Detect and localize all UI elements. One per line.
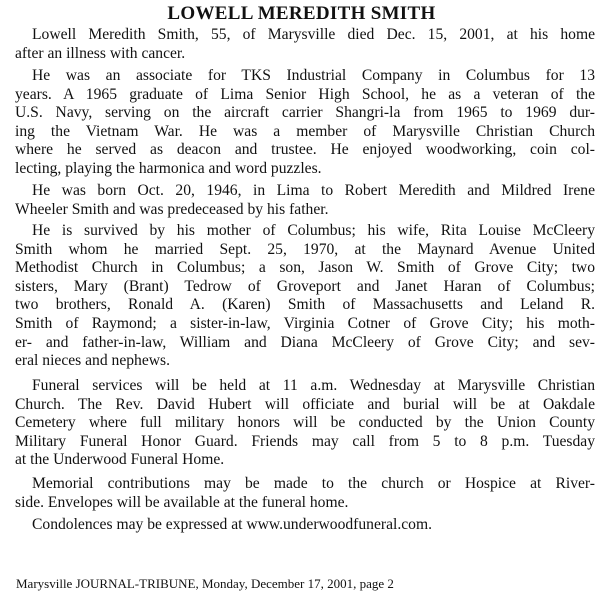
text-line: after an illness with cancer. xyxy=(15,44,186,62)
text-line: sisters, Mary (Brant) Tedrow of Groveport and Janet Haran of Columbus; xyxy=(15,277,595,295)
text-line: He is survived by his mother of Columbus; his wife, Rita Louise McCleery xyxy=(32,222,595,239)
text-line: U.S. Navy, serving on the aircraft carrier Shangri-la from 1965 to 1969 dur- xyxy=(15,104,595,122)
text-line: Memorial contributions may be made to the church or Hospice at River- xyxy=(32,475,595,492)
text-line: lecting, playing the harmonica and word puzzles. xyxy=(15,159,322,177)
text-line: Smith whom he married Sept. 25, 1970, at the Maynard Avenue United xyxy=(15,240,595,258)
text-line: Cemetery where full military honors will be conducted by the Union County xyxy=(15,414,595,432)
text-line: side. Envelopes will be available at the funeral home. xyxy=(15,493,349,511)
text-line: Military Funeral Honor Guard. Friends may call from 5 to 8 p.m. Tuesday xyxy=(15,432,595,450)
text-line: Methodist Church in Columbus; a son, Jason W. Smith of Grove City; two xyxy=(15,259,595,277)
text-line: at the Underwood Funeral Home. xyxy=(15,451,225,469)
text-line: He was an associate for TKS Industrial Company in Columbus for 13 xyxy=(32,67,595,84)
text-line: Wheeler Smith and was predeceased by his father. xyxy=(15,200,329,218)
text-line: eral nieces and nephews. xyxy=(15,352,171,370)
obituary-paragraph-5 xyxy=(15,377,595,470)
text-line: Smith of Raymond; a sister-in-law, Virginia Cotner of Grove City; his moth- xyxy=(15,314,595,332)
source-citation: Marysville JOURNAL-TRIBUNE, Monday, December 17, 2001, page 2 xyxy=(16,576,394,591)
text-line: Condolences may be expressed at www.underwoodfuneral.com. xyxy=(32,516,432,533)
text-line: two brothers, Ronald A. (Karen) Smith of Massachusetts and Leland R. xyxy=(15,296,595,314)
obituary-headline: LOWELL MEREDITH SMITH xyxy=(167,3,436,24)
obituary-paragraph-2 xyxy=(15,67,595,179)
text-line: where he served as deacon and trustee. He enjoyed woodworking, coin col- xyxy=(15,141,595,159)
text-line: er- and father-in-law, William and Diana McCleery of Grove City; and sev- xyxy=(15,333,595,351)
text-line: Lowell Meredith Smith, 55, of Marysville died Dec. 15, 2001, at his home xyxy=(32,26,595,43)
obituary-paragraph-4 xyxy=(15,222,595,371)
text-line: Church. The Rev. David Hubert will officiate and burial will be at Oakdale xyxy=(15,395,595,413)
obituary-paragraph-1 xyxy=(15,26,595,63)
obituary-paragraph-7 xyxy=(15,516,595,535)
text-line: years. A 1965 graduate of Lima Senior High School, he as a veteran of the xyxy=(15,85,595,103)
text-line: He was born Oct. 20, 1946, in Lima to Robert Meredith and Mildred Irene xyxy=(32,182,595,199)
text-line: Funeral services will be held at 11 a.m. Wednesday at Marysville Christian xyxy=(32,377,595,394)
obituary-paragraph-3 xyxy=(15,182,595,219)
obituary-paragraph-6 xyxy=(15,475,595,512)
text-line: ing the Vietnam War. He was a member of Marysville Christian Church xyxy=(15,122,595,140)
